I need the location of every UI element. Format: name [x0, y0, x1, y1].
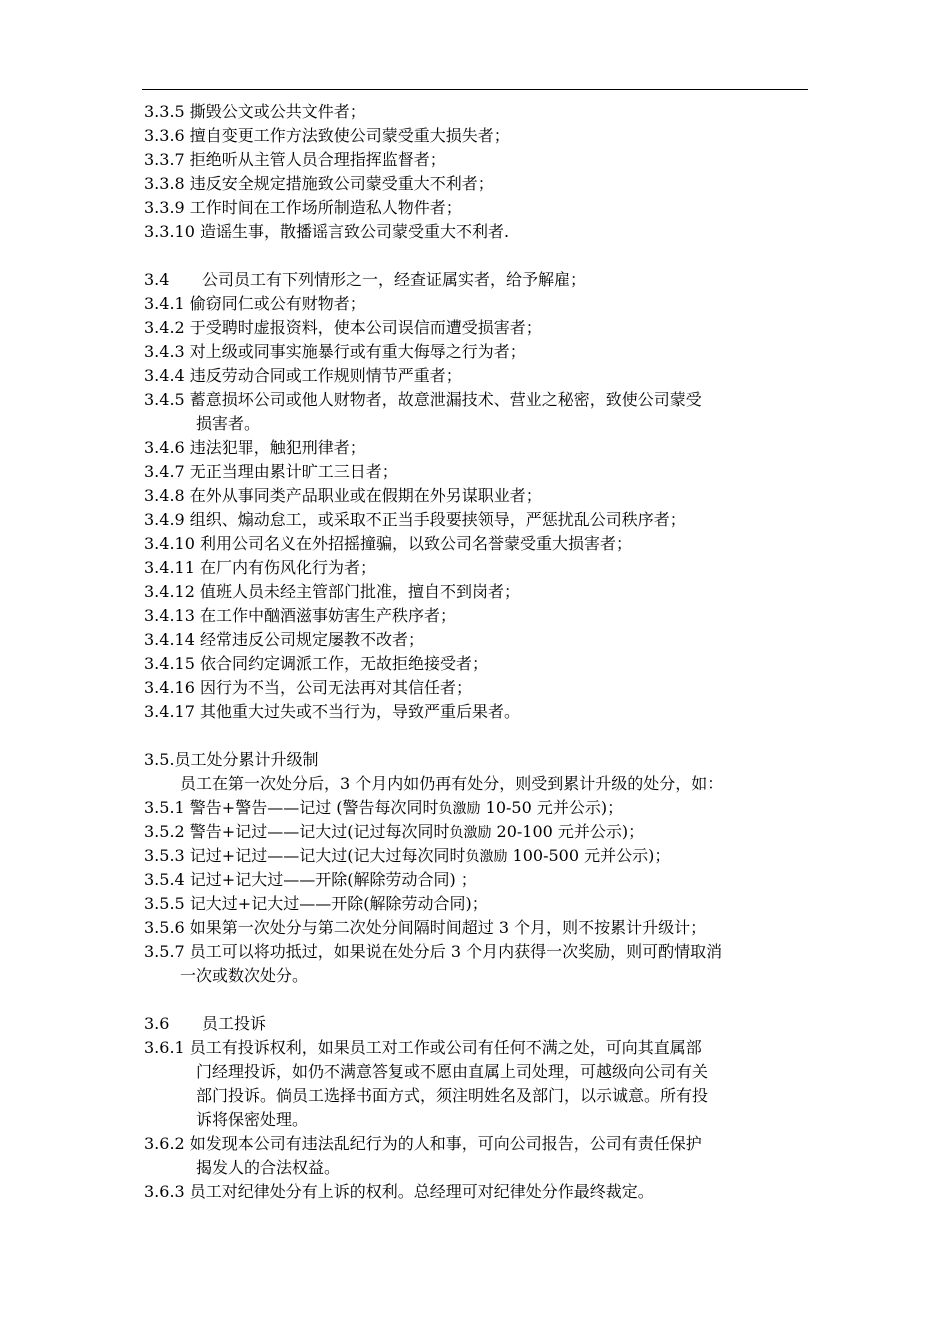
clause-3-5-6: 3.5.6 如果第一次处分与第二次处分间隔时间超过 3 个月，则不按累计升级计； [144, 918, 707, 937]
clause-3-4-4: 3.4.4 违反劳动合同或工作规则情节严重者； [144, 366, 462, 385]
clause-3-3-6: 3.3.6 擅自变更工作方法致使公司蒙受重大损失者； [144, 126, 510, 145]
clause-3-4-10: 3.4.10 利用公司名义在外招摇撞骗，以致公司名誉蒙受重大损害者； [144, 534, 632, 553]
clause-3-3-10: 3.3.10 造谣生事，散播谣言致公司蒙受重大不利者. [144, 222, 510, 241]
clause-3-4-13: 3.4.13 在工作中酗酒滋事妨害生产秩序者； [144, 606, 456, 625]
clause-3-6-1-cont-3: 诉将保密处理。 [196, 1110, 309, 1129]
spacer [144, 724, 834, 748]
clause-3-5-3-tail: 100-500 元并公示)； [507, 846, 671, 865]
clause-3-5-7: 3.5.7 员工可以将功抵过，如果说在处分后 3 个月内获得一次奖励，则可酌情取消 [144, 942, 723, 961]
clause-3-5-2-small: 负激励 [449, 825, 492, 841]
clause-3-4-15: 3.4.15 依合同约定调派工作，无故拒绝接受者； [144, 654, 488, 673]
clause-3-5-5: 3.5.5 记大过+记大过——开除(解除劳动合同)； [144, 894, 488, 913]
clause-3-4-5: 3.4.5 蓄意损坏公司或他人财物者，故意泄漏技术、营业之秘密，致使公司蒙受 [144, 390, 702, 409]
clause-3-5-1-small: 负激励 [438, 801, 481, 817]
clause-3-5-3-text: 3.5.3 记过+记过——记大过(记大过每次同时 [144, 846, 466, 865]
section-3-5-intro: 员工在第一次处分后，3 个月内如仍再有处分，则受到累计升级的处分，如： [180, 774, 724, 793]
clause-3-6-1-cont-2: 部门投诉。倘员工选择书面方式，须注明姓名及部门，以示诚意。所有投 [196, 1086, 709, 1105]
clause-3-4-14: 3.4.14 经常违反公司规定屡教不改者； [144, 630, 424, 649]
section-3-4-title: 公司员工有下列情形之一，经查证属实者，给予解雇； [202, 270, 587, 289]
clause-3-6-2: 3.6.2 如发现本公司有违法乱纪行为的人和事，可向公司报告，公司有责任保护 [144, 1134, 702, 1153]
clause-3-5-1 [144, 796, 834, 820]
clause-3-5-3-small: 负激励 [465, 849, 508, 865]
header-rule [142, 89, 808, 90]
clause-3-4-17: 3.4.17 其他重大过失或不当行为，导致严重后果者。 [144, 702, 520, 721]
clause-3-6-2-cont: 揭发人的合法权益。 [196, 1158, 341, 1177]
clause-3-3-9: 3.3.9 工作时间在工作场所制造私人物件者； [144, 198, 462, 217]
clause-3-4-12: 3.4.12 值班人员未经主管部门批准，擅自不到岗者； [144, 582, 520, 601]
clause-3-5-4: 3.5.4 记过+记大过——开除(解除劳动合同) ； [144, 870, 477, 889]
clause-3-5-7-cont: 一次或数次处分。 [180, 966, 309, 985]
spacer [144, 988, 834, 1012]
clause-3-5-1-tail: 10-50 元并公示)； [480, 798, 624, 817]
clause-3-6-1-cont-1: 门经理投诉，如仍不满意答复或不愿由直属上司处理，可越级向公司有关 [196, 1062, 709, 1081]
clause-3-5-3 [144, 844, 834, 868]
clause-3-3-8: 3.3.8 违反安全规定措施致公司蒙受重大不利者； [144, 174, 494, 193]
section-3-6-heading [144, 1012, 834, 1036]
clause-3-4-5-cont: 损害者。 [196, 414, 261, 433]
clause-3-3-7: 3.3.7 拒绝听从主管人员合理指挥监督者； [144, 150, 446, 169]
clause-3-4-3: 3.4.3 对上级或同事实施暴行或有重大侮辱之行为者； [144, 342, 526, 361]
clause-3-5-1-text: 3.5.1 警告+警告——记过 (警告每次同时 [144, 798, 439, 817]
section-3-5-heading: 3.5.员工处分累计升级制 [144, 750, 319, 769]
clause-3-4-9: 3.4.9 组织、煽动怠工，或采取不正当手段要挟领导，严惩扰乱公司秩序者； [144, 510, 686, 529]
clause-3-5-2-tail: 20-100 元并公示)； [491, 822, 645, 841]
clause-3-6-3: 3.6.3 员工对纪律处分有上诉的权利。总经理可对纪律处分作最终裁定。 [144, 1182, 654, 1201]
clause-3-4-7: 3.4.7 无正当理由累计旷工三日者； [144, 462, 398, 481]
section-3-6-number: 3.6 [144, 1014, 170, 1033]
clause-3-5-2 [144, 820, 834, 844]
clause-3-3-5: 3.3.5 撕毁公文或公共文件者； [144, 102, 366, 121]
clause-3-4-16: 3.4.16 因行为不当，公司无法再对其信任者； [144, 678, 472, 697]
section-3-4-heading [144, 268, 834, 292]
document-body [144, 100, 834, 1204]
clause-3-5-2-text: 3.5.2 警告+记过——记大过(记过每次同时 [144, 822, 450, 841]
clause-3-4-1: 3.4.1 偷窃同仁或公有财物者； [144, 294, 366, 313]
spacer [144, 244, 834, 268]
clause-3-6-1: 3.6.1 员工有投诉权利，如果员工对工作或公司有任何不满之处，可向其直属部 [144, 1038, 702, 1057]
section-3-4-number: 3.4 [144, 270, 170, 289]
clause-3-4-6: 3.4.6 违法犯罪，触犯刑律者； [144, 438, 366, 457]
clause-3-4-8: 3.4.8 在外从事同类产品职业或在假期在外另谋职业者； [144, 486, 542, 505]
clause-3-4-11: 3.4.11 在厂内有伤风化行为者； [144, 558, 376, 577]
clause-3-4-2: 3.4.2 于受聘时虚报资料，使本公司误信而遭受损害者； [144, 318, 542, 337]
section-3-6-title: 员工投诉 [202, 1014, 267, 1033]
